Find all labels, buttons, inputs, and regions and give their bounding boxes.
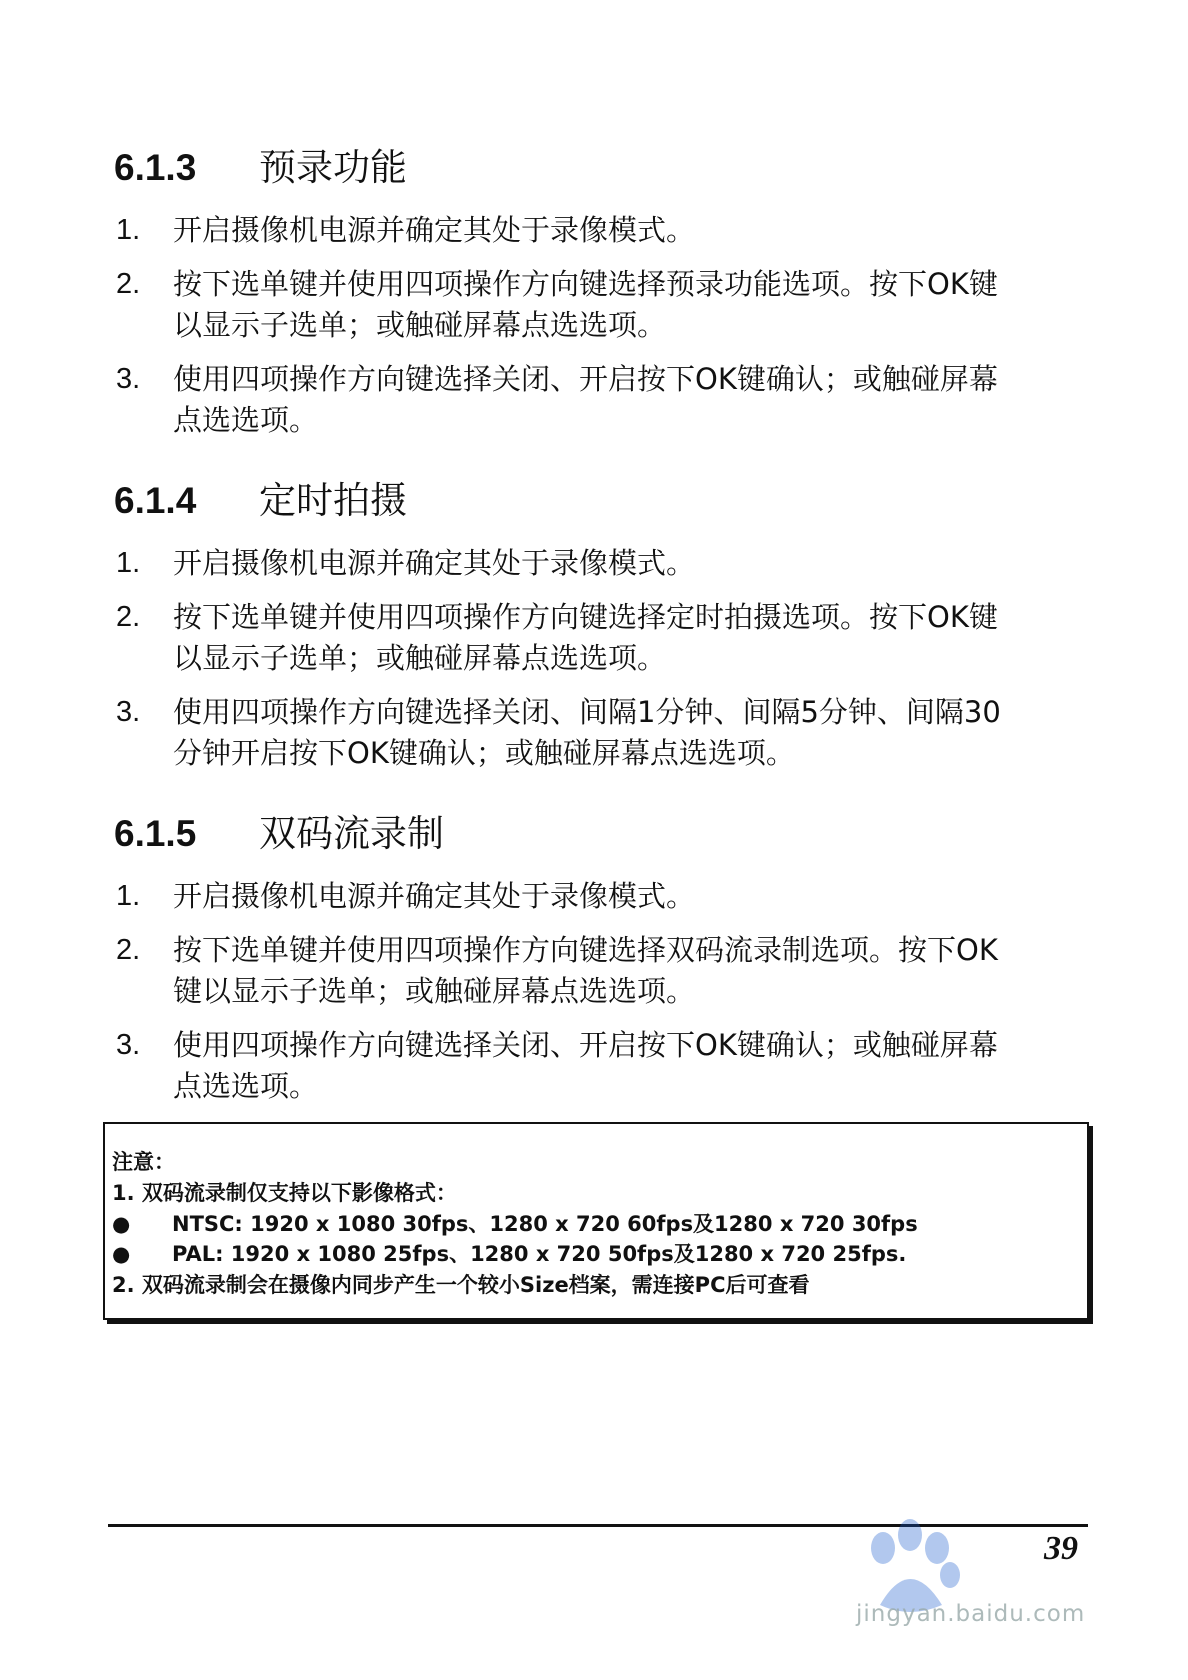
note-bullet-ntsc bbox=[112, 1208, 918, 1238]
section-heading-6-1-4 bbox=[114, 470, 407, 524]
note-item-1: 1. 双码流录制仅支持以下影像格式： bbox=[112, 1181, 457, 1205]
list-item bbox=[116, 597, 1086, 679]
section-title: 双码流录制 bbox=[259, 812, 444, 855]
step-text: 使用四项操作方向键选择关闭、开启按下OK键确认；或触碰屏幕 bbox=[173, 362, 998, 396]
step-text: 分钟开启按下OK键确认；或触碰屏幕点选选项。 bbox=[173, 736, 795, 770]
step-text: 键以显示子选单；或触碰屏幕点选选项。 bbox=[173, 974, 696, 1008]
note-bullet-pal bbox=[112, 1238, 906, 1268]
step-text: 点选选项。 bbox=[173, 403, 319, 437]
step-text: 开启摄像机电源并确定其处于录像模式。 bbox=[173, 213, 696, 247]
step-text: 按下选单键并使用四项操作方向键选择定时拍摄选项。按下OK键 bbox=[173, 600, 998, 634]
section-heading-6-1-3 bbox=[114, 137, 407, 191]
step-text: 使用四项操作方向键选择关闭、开启按下OK键确认；或触碰屏幕 bbox=[173, 1028, 998, 1062]
step-number: 3. bbox=[116, 363, 141, 395]
step-text: 开启摄像机电源并确定其处于录像模式。 bbox=[173, 546, 696, 580]
list-item bbox=[116, 930, 1086, 1012]
step-text: 以显示子选单；或触碰屏幕点选选项。 bbox=[173, 308, 667, 342]
note-box bbox=[103, 1122, 1089, 1320]
list-item bbox=[116, 359, 1086, 441]
page-number: 39 bbox=[1044, 1530, 1078, 1567]
step-text: 以显示子选单；或触碰屏幕点选选项。 bbox=[173, 641, 667, 675]
step-text: 按下选单键并使用四项操作方向键选择预录功能选项。按下OK键 bbox=[173, 267, 998, 301]
section-title: 定时拍摄 bbox=[259, 479, 407, 522]
step-number: 2. bbox=[116, 601, 141, 633]
step-number: 1. bbox=[116, 214, 141, 246]
step-text: 使用四项操作方向键选择关闭、间隔1分钟、间隔5分钟、间隔30 bbox=[173, 695, 1001, 729]
section-number: 6.1.5 bbox=[114, 813, 197, 854]
section-number: 6.1.3 bbox=[114, 147, 197, 188]
step-text: 按下选单键并使用四项操作方向键选择双码流录制选项。按下OK bbox=[173, 933, 998, 967]
pal-formats: PAL: 1920 x 1080 25fps、1280 x 720 50fps及1280 x 720 25fps. bbox=[172, 1242, 907, 1266]
note-item-2: 2. 双码流录制会在摄像内同步产生一个较小Size档案，需连接PC后可查看 bbox=[112, 1273, 810, 1297]
list-item bbox=[116, 543, 1086, 584]
step-text: 开启摄像机电源并确定其处于录像模式。 bbox=[173, 879, 696, 913]
section-heading-6-1-5 bbox=[114, 803, 444, 857]
step-number: 2. bbox=[116, 268, 141, 300]
ntsc-formats: NTSC: 1920 x 1080 30fps、1280 x 720 60fps及1280 x 720 30fps bbox=[172, 1212, 918, 1236]
list-item bbox=[116, 210, 1086, 251]
watermark-url: jingyan.baidu.com bbox=[856, 1601, 1086, 1627]
step-number: 2. bbox=[116, 934, 141, 966]
bullet-icon: ● bbox=[112, 1242, 131, 1266]
list-item bbox=[116, 264, 1086, 346]
list-item bbox=[116, 1025, 1086, 1107]
section-title: 预录功能 bbox=[259, 146, 407, 189]
step-number: 3. bbox=[116, 696, 141, 728]
step-text: 点选选项。 bbox=[173, 1069, 319, 1103]
list-item bbox=[116, 876, 1086, 917]
bullet-icon: ● bbox=[112, 1212, 131, 1236]
step-number: 1. bbox=[116, 880, 141, 912]
step-number: 1. bbox=[116, 547, 141, 579]
step-number: 3. bbox=[116, 1029, 141, 1061]
list-item bbox=[116, 692, 1086, 774]
section-number: 6.1.4 bbox=[114, 480, 197, 521]
note-title: 注意： bbox=[112, 1150, 175, 1174]
